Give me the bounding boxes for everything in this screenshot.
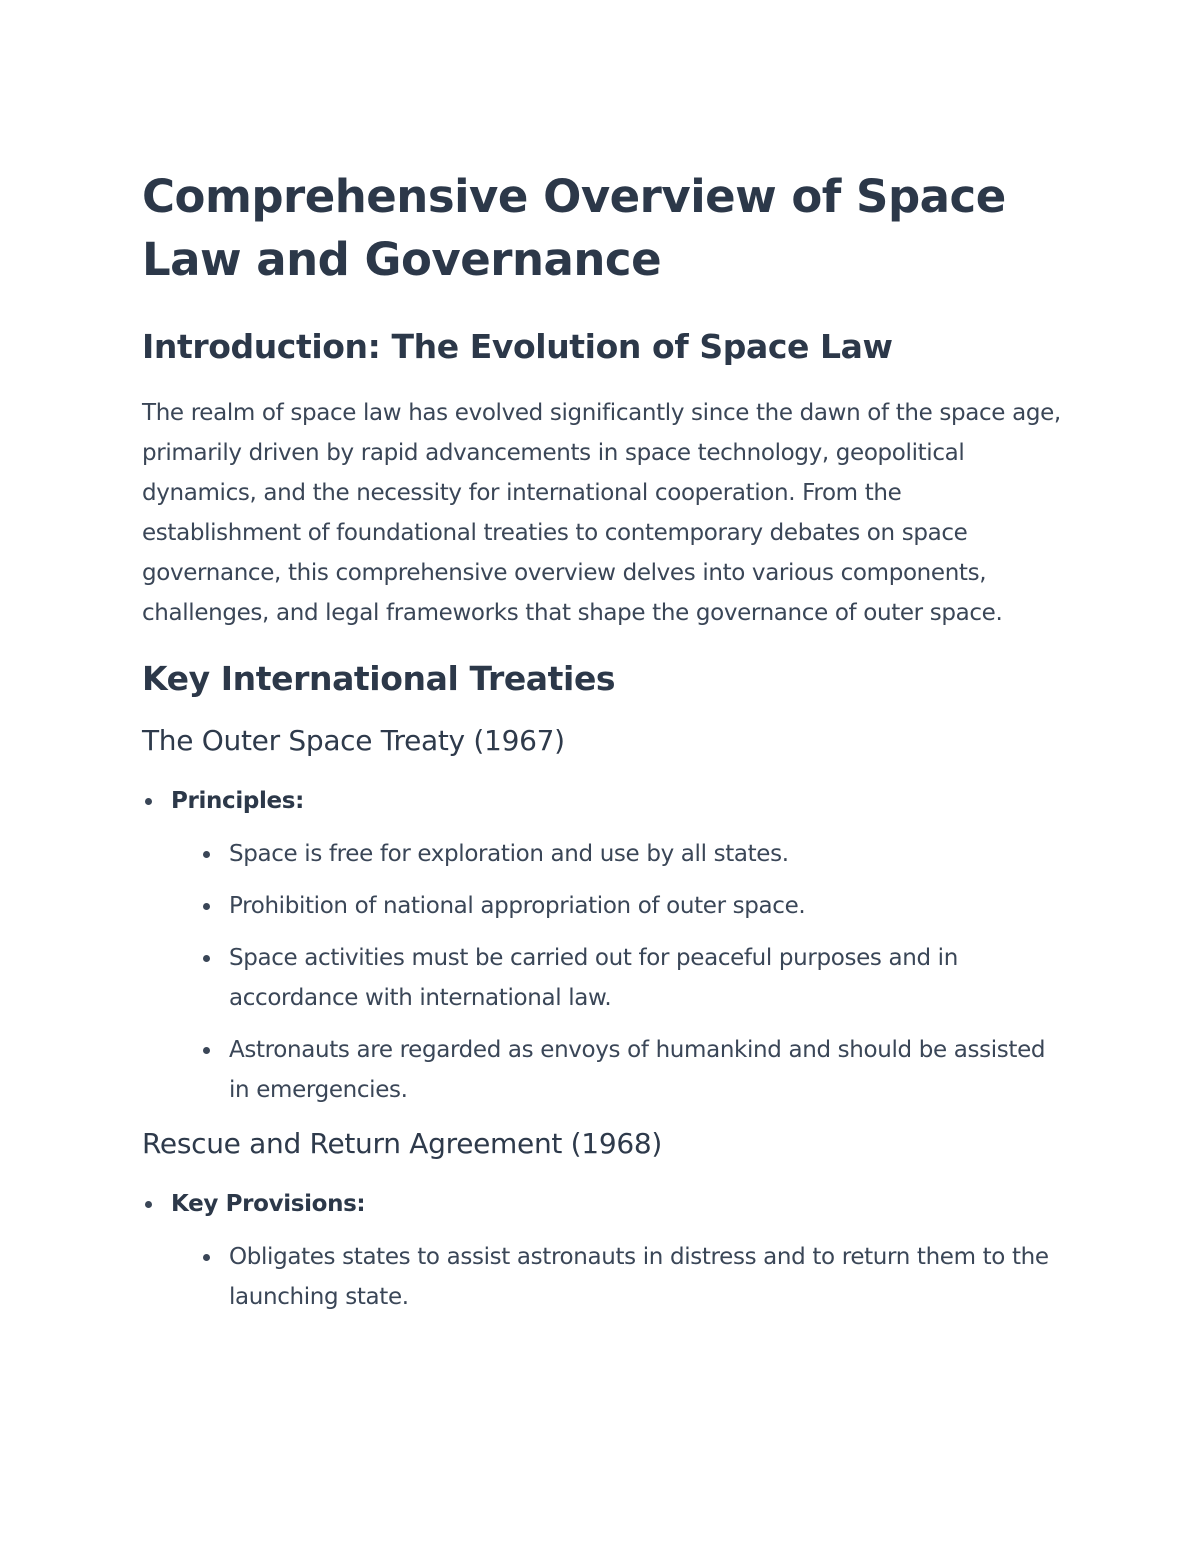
key-provisions-label: Key Provisions: [171,1191,366,1217]
document-title: Comprehensive Overview of Space Law and Governance [142,170,1006,286]
introduction-paragraph: The realm of space law has evolved significantly since the dawn of the space age, primarily driven by rapid advancements in space technology, geopolitical dynamics, and the necessity for international cooperation. From the establishment of foundational treaties to contemporary debates on space governance, this comprehensive overview delves into various components, challenges, and legal frameworks that shape the governance of outer space. [142,400,1061,626]
list-item: Space activities must be carried out for peaceful purposes and in accordance with international law. [171,938,1062,1018]
principles-list [171,834,1062,1110]
section-heading-introduction: Introduction: The Evolution of Space Law [142,327,893,366]
outer-space-treaty-list [142,781,1062,1110]
list-item: Prohibition of national appropriation of outer space. [171,886,1062,926]
section-heading-key-treaties: Key International Treaties [142,659,616,698]
document-page [142,165,1062,1317]
list-item: Space is free for exploration and use by all states. [171,834,1062,874]
subheading-rescue-return-agreement: Rescue and Return Agreement (1968) [142,1127,662,1160]
subheading-outer-space-treaty: The Outer Space Treaty (1967) [142,724,565,757]
rescue-agreement-list [142,1184,1062,1317]
list-item-key-provisions [142,1184,1062,1317]
key-provisions-list [171,1237,1062,1317]
list-item: Obligates states to assist astronauts in distress and to return them to the launching state. [171,1237,1062,1317]
list-item: Astronauts are regarded as envoys of humankind and should be assisted in emergencies. [171,1030,1062,1110]
principles-label: Principles: [171,788,304,814]
list-item-principles [142,781,1062,1110]
